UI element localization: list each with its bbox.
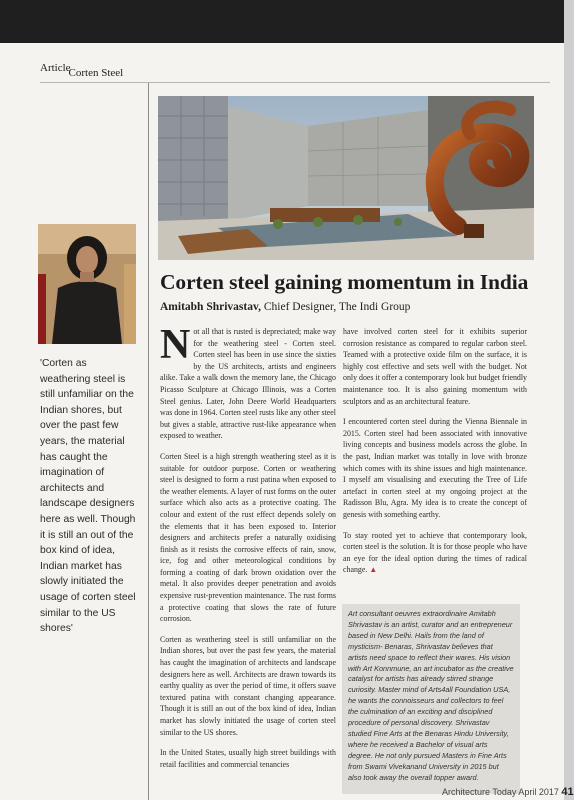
author-role: Chief Designer, The Indi Group (260, 301, 411, 313)
article-headline: Corten steel gaining momentum in India (160, 270, 529, 294)
section-label (40, 62, 124, 79)
bio-text: Art consultant oeuvres extraordinaire Amitabh Shrivastav is an artist, curator and an entrepreneur based in New Delhi. Hails from the land of mysticism- Benaras, Shrivastav believes that artists need space to reflect their wares. His vision with Art Konnmune, an art incubator as the creative catalyst for artists has already stirred strange curiosity. Master mind of Arts4all Foundation USA, he wants the connoisseurs and collectors to feel the culmination of an exciting and disciplined procedure of personal discovery. Shrivastav studied Fine Arts at the Benaras Hindu University, where he received a Bachelor of visual arts degree. He not only pursued Masters in Fine Arts from Swami Vivekanand University in 2015 but also took away the overall topper award. (348, 609, 514, 782)
paragraph: Corten Steel is a high strength weathering steel as it is suitable for outdoor purpose. Corten or weathering steel is designed to form a rust patina when exposed to the weather elements. A layer of rust forms on the outer surface which also acts as a protective coating. The colour and extent of the rust effect depends solely on the elements that it has been exposed to. Interior designers and architects prefer a naturally oxidising finish as it resists the corrosive effects of rain, snow, ice, fog and other meteorological conditions by forming a coating of dark brown oxidation over the metal. It also provides deeper penetration and avoids expensive rust-prevention maintenance. The rust forms a protective coating that slows the rate of future corrosion. (160, 451, 336, 624)
author-portrait-illustration (38, 224, 136, 344)
column-divider (148, 83, 149, 800)
subsection-name: Corten Steel (68, 67, 124, 79)
byline (160, 301, 540, 313)
article-column-2 (343, 326, 527, 585)
article-column-1 (160, 322, 336, 779)
pull-quote-text: 'Corten as weathering steel is still unfamiliar on the Indian shores, but over the past few years, the material has caught the imagination of architects and landscape designers here as well. Though it is still an out of the box kind of idea, Indian market has slowly initiated the usage of corten steel similar to the US shores' (40, 358, 136, 635)
top-bar (0, 0, 564, 43)
section-name: Article (40, 62, 71, 74)
author-name: Amitabh Shrivastav, (160, 301, 261, 313)
header-rule (40, 82, 550, 83)
drop-cap: N (160, 322, 191, 368)
page-number: 41 (561, 786, 574, 798)
paragraph-text: ot all that is rusted is depreciated; make way for the weathering steel - Corten steel. Corten steel has been in use since the sixties by the US architects, artists and engineers alike. Take a walk down the memory lane, the Chicago Picasso Sculpture at Chicago Illinois, was a Corten Steel genius. Later, John Deere World Headquarters was done in 1964. Corten steel rusts like any other steel but gives a stable, attractive rust-like appearance when exposed to weather. (160, 327, 336, 441)
paragraph (343, 530, 527, 576)
author-portrait (38, 224, 136, 344)
paragraph-text: To stay rooted yet to achieve that contemporary look, corten steel is the solution. It is for those people who have an eye for the ideal option during the times of radical change. (343, 530, 527, 575)
paragraph: have involved corten steel for it exhibits superior corrosion resistance as compared to regular carbon steel. Teamed with a protective oxide film on the surface, it is highly cost effective and sets well with the budget. Not only does it offer a contemporary look but budget friendly maintenance too. It is also gaining momentum with sculptors and as an architectural feature. (343, 327, 527, 406)
paragraph: In the United States, usually high street buildings with retail facilities and commercial tenancies (160, 748, 336, 769)
corten-garden-illustration (158, 96, 534, 260)
page-footer (442, 786, 574, 798)
paragraph: I encountered corten steel during the Vienna Biennale in 2015. Corten steel had been associated with innovative living concepts and business models across the globe. In the past, Indian market was totally in love with bronze which comes with its shine issues and high maintenance. I myself am visualising and executing the Tree of Life artefact in corten steel at my ongoing project at the Radisson Blu, Agra. My idea is to create the concept of genesis with something earthy. (343, 417, 527, 519)
author-bio-box (342, 604, 520, 794)
paragraph (160, 322, 336, 442)
pull-quote (40, 356, 136, 637)
paragraph: Corten as weathering steel is still unfamiliar on the Indian shores, but over the past few years, the material has caught the imagination of architects and landscape designers here as well. Architects are drawn towards its earthy quality as over the period of time, it offers suave textured patina with constant changing appearance. Though it is still an out of the box kind of idea, Indian market has slowly initiated the usage of corten steel similar to the US shores. (160, 634, 336, 737)
end-mark-icon: ▲ (369, 565, 378, 575)
hero-photo (158, 96, 534, 260)
magazine-name: Architecture Today April 2017 (442, 787, 559, 797)
